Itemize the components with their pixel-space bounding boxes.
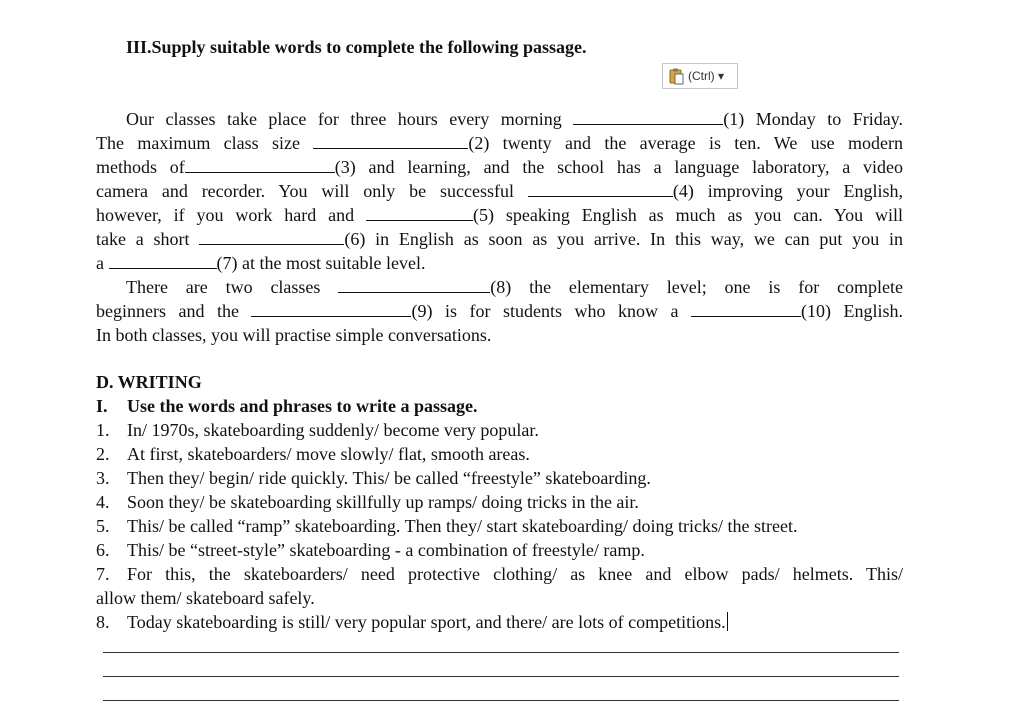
- writing-subheading: I. Use the words and phrases to write a passage.: [96, 396, 478, 416]
- answer-line[interactable]: [103, 700, 899, 701]
- passage-line: beginners and the (9) is for students who know a (10) English.: [96, 301, 903, 321]
- passage-line: In both classes, you will practise simple conversations.: [96, 325, 492, 345]
- clipboard-icon: [668, 67, 686, 85]
- answer-line[interactable]: [103, 676, 899, 677]
- answer-blank-10[interactable]: [691, 299, 801, 317]
- answer-blank-7[interactable]: [109, 251, 217, 269]
- writing-heading: D. WRITING: [96, 372, 202, 392]
- answer-blank-1[interactable]: [573, 107, 723, 125]
- list-item: 8. Today skateboarding is still/ very popular sport, and there/ are lots of competitions.: [96, 612, 726, 632]
- answer-blank-2[interactable]: [313, 131, 468, 149]
- paste-options-button[interactable]: [662, 63, 738, 89]
- text-cursor: [727, 612, 728, 631]
- list-item: 5. This/ be called “ramp” skateboarding. Then they/ start skateboarding/ doing tricks/ the street.: [96, 516, 798, 536]
- answer-blank-3[interactable]: [185, 155, 335, 173]
- passage-line: a (7) at the most suitable level.: [96, 253, 426, 273]
- passage-line: The maximum class size (2) twenty and the average is ten. We use modern: [96, 133, 903, 153]
- list-item-continuation: allow them/ skateboard safely.: [96, 588, 315, 608]
- list-item: 4. Soon they/ be skateboarding skillfully up ramps/ doing tricks in the air.: [96, 492, 639, 512]
- answer-blank-4[interactable]: [528, 179, 673, 197]
- section-heading: III.Supply suitable words to complete the following passage.: [126, 37, 587, 57]
- passage-line: take a short (6) in English as soon as you arrive. In this way, we can put you in: [96, 229, 904, 249]
- answer-blank-8[interactable]: [338, 275, 490, 293]
- answer-line[interactable]: [103, 652, 899, 653]
- answer-blank-6[interactable]: [199, 227, 344, 245]
- answer-blank-9[interactable]: [251, 299, 411, 317]
- passage-line: camera and recorder. You will only be successful (4) improving your English,: [96, 181, 903, 201]
- list-item: 6. This/ be “street-style” skateboarding - a combination of freestyle/ ramp.: [96, 540, 645, 560]
- passage-line: methods of (3) and learning, and the school has a language laboratory, a video: [96, 157, 903, 177]
- passage-line: There are two classes (8) the elementary level; one is for complete: [126, 277, 903, 297]
- answer-blank-5[interactable]: [366, 203, 473, 221]
- list-item: 1. In/ 1970s, skateboarding suddenly/ become very popular.: [96, 420, 539, 440]
- list-item: 3. Then they/ begin/ ride quickly. This/ be called “freestyle” skateboarding.: [96, 468, 651, 488]
- list-item: 7. For this, the skateboarders/ need protective clothing/ as knee and elbow pads/ helmets. This/: [96, 564, 903, 584]
- list-item: 2. At first, skateboarders/ move slowly/ flat, smooth areas.: [96, 444, 530, 464]
- paste-options-label: (Ctrl) ▾: [688, 69, 725, 83]
- passage-line: Our classes take place for three hours every morning (1) Monday to Friday.: [126, 109, 904, 129]
- passage-line: however, if you work hard and (5) speaking English as much as you can. You will: [96, 205, 903, 225]
